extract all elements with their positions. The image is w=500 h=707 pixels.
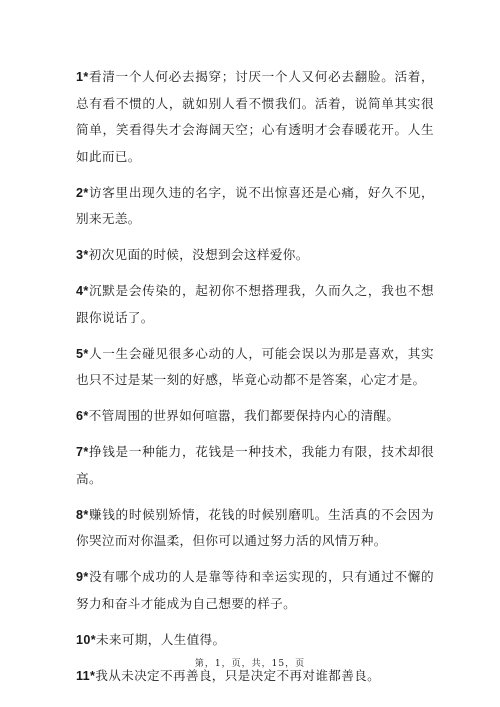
item-text: 我从未决定不再善良，只是决定不再对谁都善良。 bbox=[95, 667, 381, 683]
item-separator: * bbox=[83, 284, 89, 298]
item-text: 赚钱的时候别矫情，花钱的时候别磨叽。生活真的不会因为你哭泣而对你温柔，但你可以通过努力活的风情万种。 bbox=[76, 506, 434, 548]
list-item bbox=[76, 403, 434, 430]
list-item bbox=[76, 180, 434, 233]
item-separator: * bbox=[83, 445, 89, 459]
item-number: 3 bbox=[76, 248, 84, 262]
item-number: 10 bbox=[76, 632, 91, 647]
list-item bbox=[76, 564, 434, 617]
list-item bbox=[76, 439, 434, 492]
item-separator: * bbox=[83, 409, 89, 423]
item-text: 未来可期，人生值得。 bbox=[95, 631, 226, 647]
quote-list bbox=[76, 64, 434, 699]
item-text: 人一生会碰见很多心动的人，可能会误以为那是喜欢，其实也只不过是某一刻的好感，毕竟心动都不是答案，心定才是。 bbox=[76, 345, 434, 387]
item-number: 9 bbox=[76, 570, 84, 584]
item-number: 5 bbox=[76, 346, 84, 361]
item-number: 7 bbox=[76, 445, 84, 459]
item-text: 不管周围的世界如何喧嚣，我们都要保持内心的清醒。 bbox=[88, 408, 400, 423]
item-separator: * bbox=[83, 248, 89, 262]
list-item bbox=[76, 341, 434, 394]
item-separator: * bbox=[83, 346, 89, 361]
list-item bbox=[76, 278, 434, 331]
item-separator: * bbox=[90, 668, 96, 683]
item-separator: * bbox=[83, 507, 89, 522]
item-number: 2 bbox=[76, 185, 84, 200]
item-text: 沉默是会传染的，起初你不想搭理我，久而久之，我也不想跟你说话了。 bbox=[76, 283, 434, 325]
list-item bbox=[76, 64, 434, 170]
list-item bbox=[76, 242, 434, 269]
item-text: 访客里出现久违的名字，说不出惊喜还是心痛，好久不见，别来无恙。 bbox=[76, 184, 434, 226]
item-text: 没有哪个成功的人是靠等待和幸运实现的，只有通过不懈的努力和奋斗才能成为自己想要的样子。 bbox=[76, 569, 434, 611]
item-separator: * bbox=[83, 70, 89, 84]
page-footer: 第，1，页，共，15，页 bbox=[194, 659, 306, 669]
item-number: 4 bbox=[76, 284, 84, 298]
item-number: 11 bbox=[76, 668, 91, 683]
list-item bbox=[76, 627, 434, 654]
item-text: 初次见面的时候，没想到会这样爱你。 bbox=[88, 247, 309, 262]
item-text: 挣钱是一种能力，花钱是一种技术，我能力有限，技术却很高。 bbox=[76, 444, 434, 486]
item-separator: * bbox=[83, 185, 89, 200]
list-item bbox=[76, 502, 434, 555]
item-separator: * bbox=[90, 632, 96, 647]
item-number: 1 bbox=[76, 70, 84, 84]
item-number: 8 bbox=[76, 507, 84, 522]
item-text: 看清一个人何必去揭穿；讨厌一个人又何必去翻脸。活着，总有看不惯的人，就如别人看不惯我们。活着，说简单其实很简单，笑看得失才会海阔天空；心有透明才会春暖花开。人生如此而已。 bbox=[76, 69, 434, 164]
item-number: 6 bbox=[76, 409, 84, 423]
item-separator: * bbox=[83, 570, 89, 584]
